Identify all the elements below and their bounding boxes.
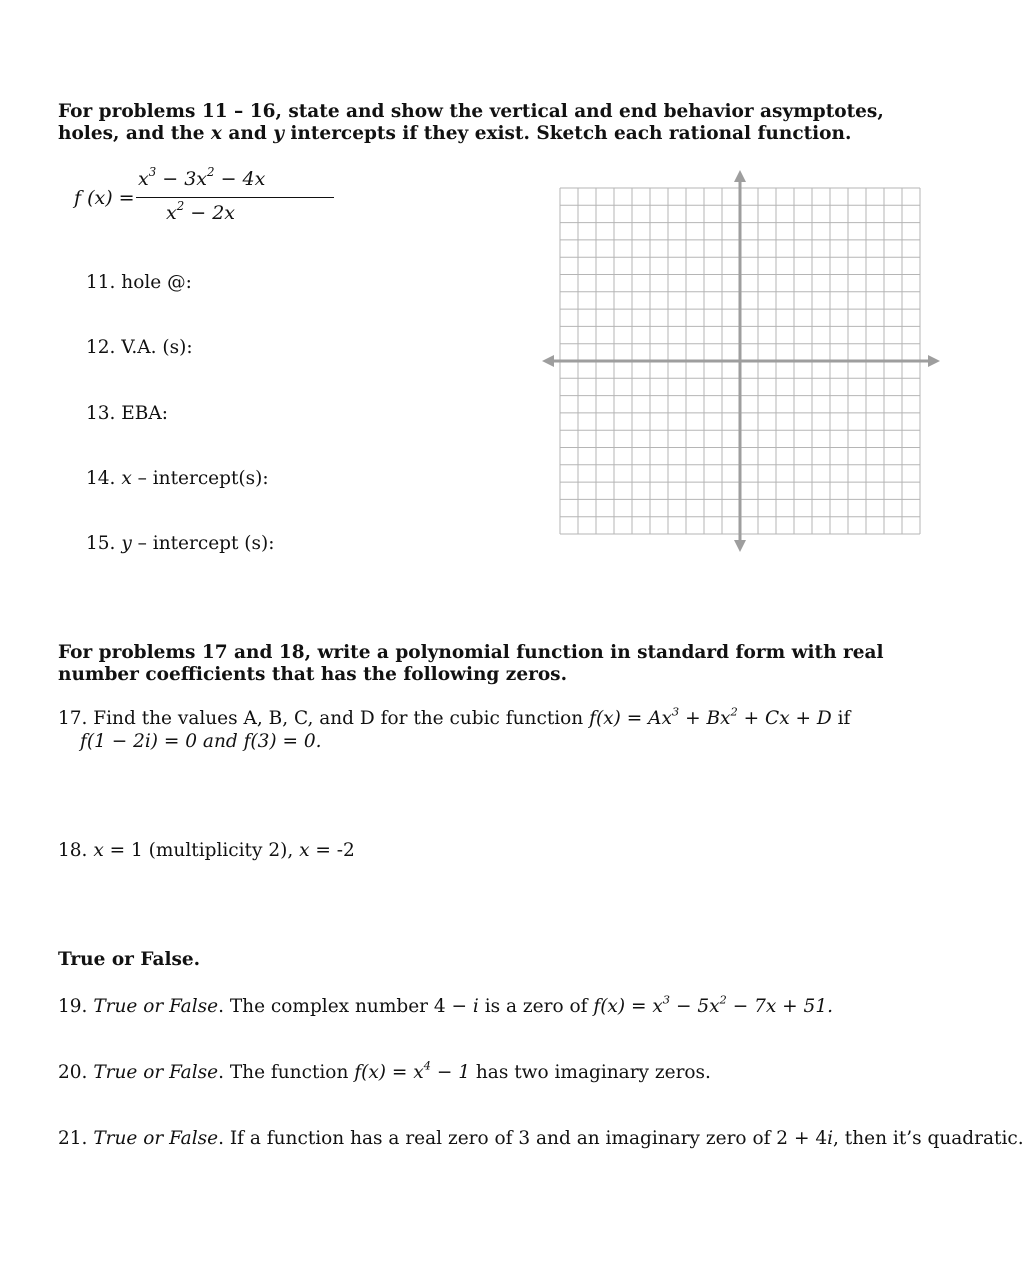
question-19-exp1: 3	[662, 992, 671, 1007]
question-19-exp2: 2	[719, 992, 727, 1007]
question-17-conditions: f(1 − 2i) = 0 and f(3) = 0.	[80, 731, 322, 752]
question-11: 11. hole @:	[86, 272, 192, 293]
question-19-i: i	[472, 996, 479, 1017]
question-21-text: . If a function has a real zero of 3 and an imaginary zero of 2 + 4	[218, 1128, 828, 1149]
function-numerator	[138, 165, 266, 190]
question-15	[86, 533, 274, 555]
question-19-text2: is a zero of	[478, 996, 594, 1017]
question-18	[58, 840, 355, 862]
fraction-bar	[136, 197, 334, 198]
question-20-tf: True or False	[93, 1062, 219, 1083]
question-17-func-c: + Cx + D	[737, 708, 832, 729]
question-15-num: 15.	[86, 533, 122, 554]
question-20-func-a: f(x) = x	[354, 1062, 424, 1083]
coordinate-grid-svg[interactable]	[542, 170, 942, 552]
question-20-func-b: − 1	[430, 1062, 471, 1083]
question-21-tf: True or False	[93, 1128, 219, 1149]
section1-heading-x: x	[210, 123, 222, 144]
question-17-if: if	[831, 708, 851, 729]
question-13: 13. EBA:	[86, 403, 168, 424]
question-19-text: . The complex number 4 −	[218, 996, 473, 1017]
question-19-tf: True or False	[93, 996, 219, 1017]
question-18-num: 18.	[58, 840, 94, 861]
question-19-func-a: f(x) = x	[593, 996, 663, 1017]
section1-heading-and: and	[221, 123, 274, 144]
question-20	[58, 1058, 948, 1084]
question-21-num: 21.	[58, 1128, 94, 1149]
question-18-var1: x	[93, 840, 104, 861]
num-term-c: − 4x	[214, 168, 266, 190]
question-18-text1: = 1 (multiplicity 2),	[103, 840, 300, 861]
den-term-b: − 2x	[184, 202, 236, 224]
question-20-num: 20.	[58, 1062, 94, 1083]
question-20-text2: has two imaginary zeros.	[470, 1062, 711, 1083]
num-term-a-exp: 3	[148, 165, 157, 180]
question-19-func-b: − 5x	[670, 996, 720, 1017]
section1-heading-y: y	[273, 123, 284, 144]
section3-heading: True or False.	[58, 949, 201, 970]
function-denominator	[166, 199, 236, 224]
question-17-func-a: f(x) = Ax	[589, 708, 672, 729]
question-17-exp1: 3	[671, 704, 680, 719]
num-term-b: − 3x	[156, 168, 208, 190]
function-lhs: f (x) =	[74, 187, 135, 209]
question-17	[58, 704, 938, 730]
section1-heading	[58, 101, 938, 145]
question-14	[86, 468, 269, 490]
den-term-a: x	[166, 202, 177, 224]
question-17-func-b: + Bx	[679, 708, 731, 729]
question-12: 12. V.A. (s):	[86, 337, 193, 358]
question-21-text2: , then it’s quadratic.	[833, 1128, 1024, 1149]
section2-heading: For problems 17 and 18, write a polynomial function in standard form with real number coefficients that has the following zeros.	[58, 642, 884, 685]
x-axis-right-arrow-icon	[928, 355, 940, 367]
question-14-text: – intercept(s):	[131, 468, 269, 489]
x-axis-left-arrow-icon	[542, 355, 554, 367]
y-axis-down-arrow-icon	[734, 540, 746, 552]
question-15-text: – intercept (s):	[131, 533, 275, 554]
question-17-exp2: 2	[730, 704, 738, 719]
grid-axes	[542, 170, 940, 552]
den-term-a-exp: 2	[176, 199, 185, 214]
num-term-a: x	[138, 168, 149, 190]
question-19	[58, 992, 948, 1018]
question-19-func-c: − 7x + 51.	[726, 996, 833, 1017]
question-14-var: x	[121, 468, 132, 489]
question-18-text2: = -2	[309, 840, 355, 861]
section1-heading-tail: intercepts if they exist. Sketch each rational function.	[283, 123, 852, 144]
question-15-var: y	[121, 533, 132, 554]
section1-heading-text: For problems 11 – 16, state and show the vertical and end behavior asymptotes, holes, and the	[58, 101, 884, 144]
y-axis-up-arrow-icon	[734, 170, 746, 182]
num-term-b-exp: 2	[207, 165, 215, 180]
question-18-var2: x	[299, 840, 310, 861]
coordinate-grid[interactable]	[542, 170, 942, 556]
question-21	[58, 1128, 1024, 1150]
question-21-i: i	[827, 1128, 834, 1149]
question-20-text: . The function	[218, 1062, 355, 1083]
question-14-num: 14.	[86, 468, 122, 489]
question-19-num: 19.	[58, 996, 94, 1017]
question-20-exp: 4	[423, 1058, 431, 1073]
question-17-text: 17. Find the values A, B, C, and D for the cubic function	[58, 708, 590, 729]
